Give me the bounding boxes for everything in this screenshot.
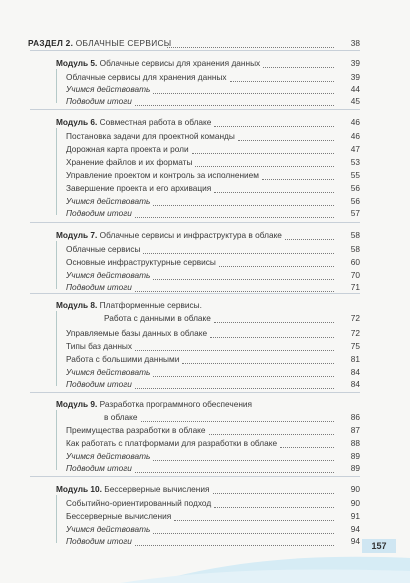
toc-entry[interactable] — [0, 398, 410, 422]
toc-page-number: 84 — [350, 367, 360, 377]
toc-entry-title: Управляемые базы данных в облаке — [66, 328, 208, 338]
toc-entry[interactable] — [0, 462, 410, 474]
toc-entry-title: Подводим итоги — [66, 282, 132, 292]
module-guide-line — [56, 128, 57, 215]
leader-dots — [135, 216, 334, 218]
toc-entry-title: Подводим итоги — [66, 463, 132, 473]
toc-page-number: 58 — [350, 230, 360, 240]
module-label: Модуль 8. — [56, 300, 98, 310]
toc-entry-title-line2: Работа с данными в облаке — [104, 313, 211, 323]
leader-dots — [143, 252, 334, 254]
leader-dots — [214, 191, 334, 193]
module-guide-line — [56, 69, 57, 103]
leader-dots — [153, 204, 334, 206]
leader-dots — [174, 519, 334, 521]
toc-page-number: 72 — [350, 328, 360, 338]
toc-entry-title: Модуль 6. Совместная работа в облаке — [56, 117, 212, 127]
toc-page-number: 39 — [350, 72, 360, 82]
module-label: Модуль 9. — [56, 399, 98, 409]
toc-entry-title: Подводим итоги — [66, 379, 132, 389]
toc-page-number: 71 — [350, 282, 360, 292]
toc-entry[interactable] — [0, 483, 410, 495]
toc-page-number: 46 — [350, 117, 360, 127]
toc-entry[interactable] — [0, 340, 410, 352]
leader-dots — [153, 375, 334, 377]
toc-page-number: 45 — [350, 96, 360, 106]
toc-entry-title: Учимся действовать — [66, 270, 151, 280]
toc-entry-title: Учимся действовать — [66, 451, 151, 461]
toc-page-number: 53 — [350, 157, 360, 167]
leader-dots — [135, 387, 334, 389]
toc-entry-title: Учимся действовать — [66, 367, 151, 377]
toc-entry-title: Бессерверные вычисления — [66, 511, 172, 521]
leader-dots — [285, 238, 334, 240]
toc-entry[interactable] — [0, 143, 410, 155]
toc-entry[interactable] — [0, 130, 410, 142]
toc-entry-title: Как работать с платформами для разработки в облаке — [66, 438, 278, 448]
leader-dots — [135, 104, 334, 106]
toc-entry-title: Постановка задачи для проектной команды — [66, 131, 235, 141]
toc-entry-title-line2: в облаке — [104, 412, 138, 422]
toc-page-number: 57 — [350, 208, 360, 218]
toc-entry[interactable] — [0, 169, 410, 181]
module-guide-line — [56, 410, 57, 470]
toc-entry[interactable] — [0, 353, 410, 365]
page-number: 157 — [362, 539, 396, 553]
toc-entry-title: Модуль 9. Разработка программного обеспечения — [56, 399, 253, 409]
toc-entry[interactable] — [0, 437, 410, 449]
toc-entry[interactable] — [0, 450, 410, 462]
toc-entry[interactable] — [0, 281, 410, 293]
toc-entry-title: Преимущества разработки в облаке — [66, 425, 206, 435]
toc-entry[interactable] — [0, 299, 410, 323]
toc-entry[interactable] — [0, 156, 410, 168]
toc-page-number: 47 — [350, 144, 360, 154]
toc-page-number: 89 — [350, 451, 360, 461]
toc-entry[interactable] — [0, 182, 410, 194]
toc-page-number: 87 — [350, 425, 360, 435]
toc-entry[interactable] — [0, 83, 410, 95]
leader-dots — [195, 165, 334, 167]
toc-entry-title: Подводим итоги — [66, 536, 132, 546]
toc-entry-title: Завершение проекта и его архивация — [66, 183, 212, 193]
toc-entry[interactable] — [0, 195, 410, 207]
toc-page-number: 55 — [350, 170, 360, 180]
toc-entry-title: Подводим итоги — [66, 96, 132, 106]
toc-entry-title: Подводим итоги — [66, 208, 132, 218]
toc-entry[interactable] — [0, 37, 410, 49]
leader-dots — [153, 459, 334, 461]
toc-page-number: 70 — [350, 270, 360, 280]
toc-page-number: 89 — [350, 463, 360, 473]
toc-page-number: 75 — [350, 341, 360, 351]
leader-dots — [135, 290, 334, 292]
leader-dots — [214, 321, 334, 323]
leader-dots — [135, 471, 334, 473]
toc-page-number: 84 — [350, 379, 360, 389]
toc-entry[interactable] — [0, 510, 410, 522]
decorative-wave — [0, 523, 410, 583]
toc-entry[interactable] — [0, 95, 410, 107]
toc-page-number: 39 — [350, 58, 360, 68]
toc-entry-title: Модуль 10. Бессерверные вычисления — [56, 484, 210, 494]
toc-page-number: 90 — [350, 498, 360, 508]
leader-dots — [214, 506, 334, 508]
toc-entry[interactable] — [0, 229, 410, 241]
leader-dots — [153, 278, 334, 280]
leader-dots — [135, 349, 334, 351]
toc-entry-title: Учимся действовать — [66, 196, 151, 206]
toc-page-number: 56 — [350, 196, 360, 206]
leader-dots — [238, 139, 334, 141]
toc-entry[interactable] — [0, 243, 410, 255]
toc-page-number: 81 — [350, 354, 360, 364]
toc-page-number: 44 — [350, 84, 360, 94]
section-divider — [30, 392, 360, 393]
leader-dots — [209, 433, 334, 435]
toc-entry-title: Основные инфраструктурные сервисы — [66, 257, 216, 267]
toc-page-number: 86 — [350, 412, 360, 422]
toc-entry[interactable] — [0, 269, 410, 281]
toc-page-number: 72 — [350, 313, 360, 323]
module-guide-line — [56, 311, 57, 386]
toc-entry-title: Дорожная карта проекта и роли — [66, 144, 189, 154]
leader-dots — [167, 46, 334, 48]
leader-dots — [219, 265, 334, 267]
leader-dots — [141, 420, 335, 422]
toc-entry[interactable] — [0, 497, 410, 509]
toc-entry-title: Модуль 8. Платформенные сервисы. — [56, 300, 202, 310]
toc-entry-title: Облачные сервисы для хранения данных — [66, 72, 227, 82]
module-label: Модуль 7. — [56, 230, 98, 240]
toc-entry[interactable] — [0, 424, 410, 436]
toc-entry[interactable] — [0, 378, 410, 390]
leader-dots — [192, 152, 334, 154]
leader-dots — [263, 66, 334, 68]
leader-dots — [210, 336, 334, 338]
toc-entry-title: Учимся действовать — [66, 84, 151, 94]
toc-page-number: 88 — [350, 438, 360, 448]
toc-page-number: 94 — [350, 524, 360, 534]
toc-entry-title: Модуль 7. Облачные сервисы и инфраструктура в облаке — [56, 230, 282, 240]
toc-page-number: 46 — [350, 131, 360, 141]
toc-entry[interactable] — [0, 207, 410, 219]
toc-entry-title: Учимся действовать — [66, 524, 151, 534]
toc-entry-title: Типы баз данных — [66, 341, 133, 351]
toc-page-number: 90 — [350, 484, 360, 494]
toc-entry-title: Событийно-ориентированный подход — [66, 498, 212, 508]
leader-dots — [153, 92, 334, 94]
leader-dots — [214, 125, 334, 127]
toc-entry[interactable] — [0, 327, 410, 339]
section-divider — [30, 222, 360, 223]
toc-page-number: 38 — [350, 38, 360, 48]
leader-dots — [213, 492, 335, 494]
section-divider — [30, 109, 360, 110]
toc-page-number: 60 — [350, 257, 360, 267]
toc-entry[interactable] — [0, 116, 410, 128]
toc-page-number: 56 — [350, 183, 360, 193]
toc-entry[interactable] — [0, 71, 410, 83]
toc-entry-title: Хранение файлов и их форматы — [66, 157, 193, 167]
section-divider — [30, 476, 360, 477]
toc-entry[interactable] — [0, 57, 410, 69]
toc-entry-title: Управление проектом и контроль за исполнением — [66, 170, 259, 180]
module-label: Модуль 6. — [56, 117, 98, 127]
toc-page-number: 94 — [350, 536, 360, 546]
leader-dots — [262, 178, 334, 180]
leader-dots — [230, 80, 334, 82]
module-label: Модуль 10. — [56, 484, 102, 494]
toc-entry-title: Модуль 5. Облачные сервисы для хранения данных — [56, 58, 261, 68]
leader-dots — [182, 362, 334, 364]
toc-entry[interactable] — [0, 366, 410, 378]
section-label: РАЗДЕЛ 2. — [28, 38, 74, 48]
toc-entry-title: Облачные сервисы — [66, 244, 141, 254]
toc-page-number: 91 — [350, 511, 360, 521]
toc-page-number: 58 — [350, 244, 360, 254]
section-divider — [30, 50, 360, 51]
section-divider — [30, 293, 360, 294]
module-label: Модуль 5. — [56, 58, 98, 68]
toc-entry[interactable] — [0, 256, 410, 268]
toc-entry-title: РАЗДЕЛ 2. ОБЛАЧНЫЕ СЕРВИСЫ — [28, 38, 172, 48]
module-guide-line — [56, 241, 57, 289]
toc-entry-title: Работа с большими данными — [66, 354, 180, 364]
leader-dots — [280, 446, 334, 448]
